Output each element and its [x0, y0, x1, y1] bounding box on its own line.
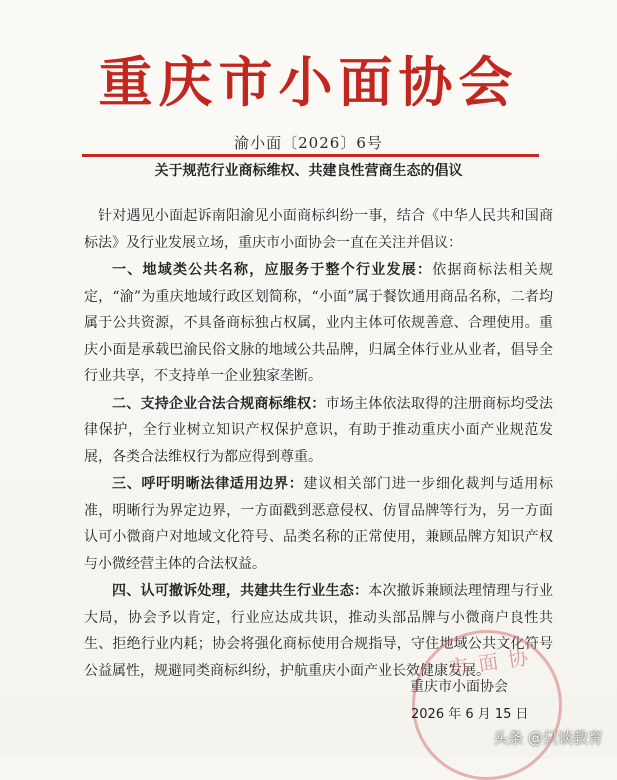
document-number: 渝小面〔2026〕6号	[234, 134, 383, 152]
section-heading-2: 二、支持企业合法合规商标维权：	[112, 395, 326, 412]
section-text-4: 本次撤诉兼顾法理情理与行业大局，协会予以肯定，行业应达成共识，推动头部品牌与小微商户良性共生、拒绝行业内耗；协会将强化商标使用合规指导，守住地域公共文化符号公益属性，规避同类商标纠纷，护航重庆小面产业长效健康发展。	[84, 583, 554, 679]
signature-date: 2026 年 6 月 15 日	[411, 707, 529, 722]
document-subject: 关于规范行业商标维权、共建良性营商生态的倡议	[154, 163, 463, 179]
watermark-label: 头条 @只谈教育	[493, 729, 603, 747]
document-body	[84, 203, 553, 685]
section-text-1: 依据商标法相关规定，“渝”为重庆地域行政区划简称，“小面”属于餐饮通用商品名称，二者均属于公共资源，不具备商标独占权属，业内主体可依规善意、合理使用。重庆小面是承载巴渝民俗文脉的地域公共品牌，归属全体行业从业者，倡导全行业共享，不支持单一企业独家垄断。	[84, 262, 553, 384]
section-heading-3: 三、呼吁明晰法律适用边界：	[112, 476, 304, 492]
section-text-3: 建议相关部门进一步细化裁判与适用标准，明晰行为界定边界，一方面戳到恶意侵权、仿冒品牌等行为，另一方面认可小微商户对地域文化符号、品类名称的正常使用，兼顾品牌方知识产权与小微经营主体的合法权益。	[84, 476, 554, 572]
section-text-2: 市场主体依法取得的注册商标均受法律保护，全行业树立知识产权保护意识，有助于推动重庆小面产业规范发展，各类合法维权行为都应得到尊重。	[84, 395, 553, 465]
intro-paragraph: 针对遇见小面起诉南阳渝见小面商标纠纷一事，结合《中华人民共和国商标法》及行业发展立场，重庆市小面协会一直在关注并倡议：	[84, 208, 553, 251]
signature-org: 重庆市小面协会	[410, 679, 508, 695]
section-heading-1: 一、地域类公共名称，应服务于整个行业发展：	[112, 262, 433, 278]
seal-text: 市面协	[446, 643, 540, 681]
section-heading-4: 四、认可撤诉处理，共建共生行业生态：	[112, 583, 369, 599]
header-red-divider	[82, 154, 539, 157]
section-paragraph-3	[84, 471, 553, 577]
document-header-title: 重庆市小面协会	[98, 51, 519, 114]
section-paragraph-2	[84, 391, 553, 471]
section-paragraph-1	[84, 257, 553, 390]
